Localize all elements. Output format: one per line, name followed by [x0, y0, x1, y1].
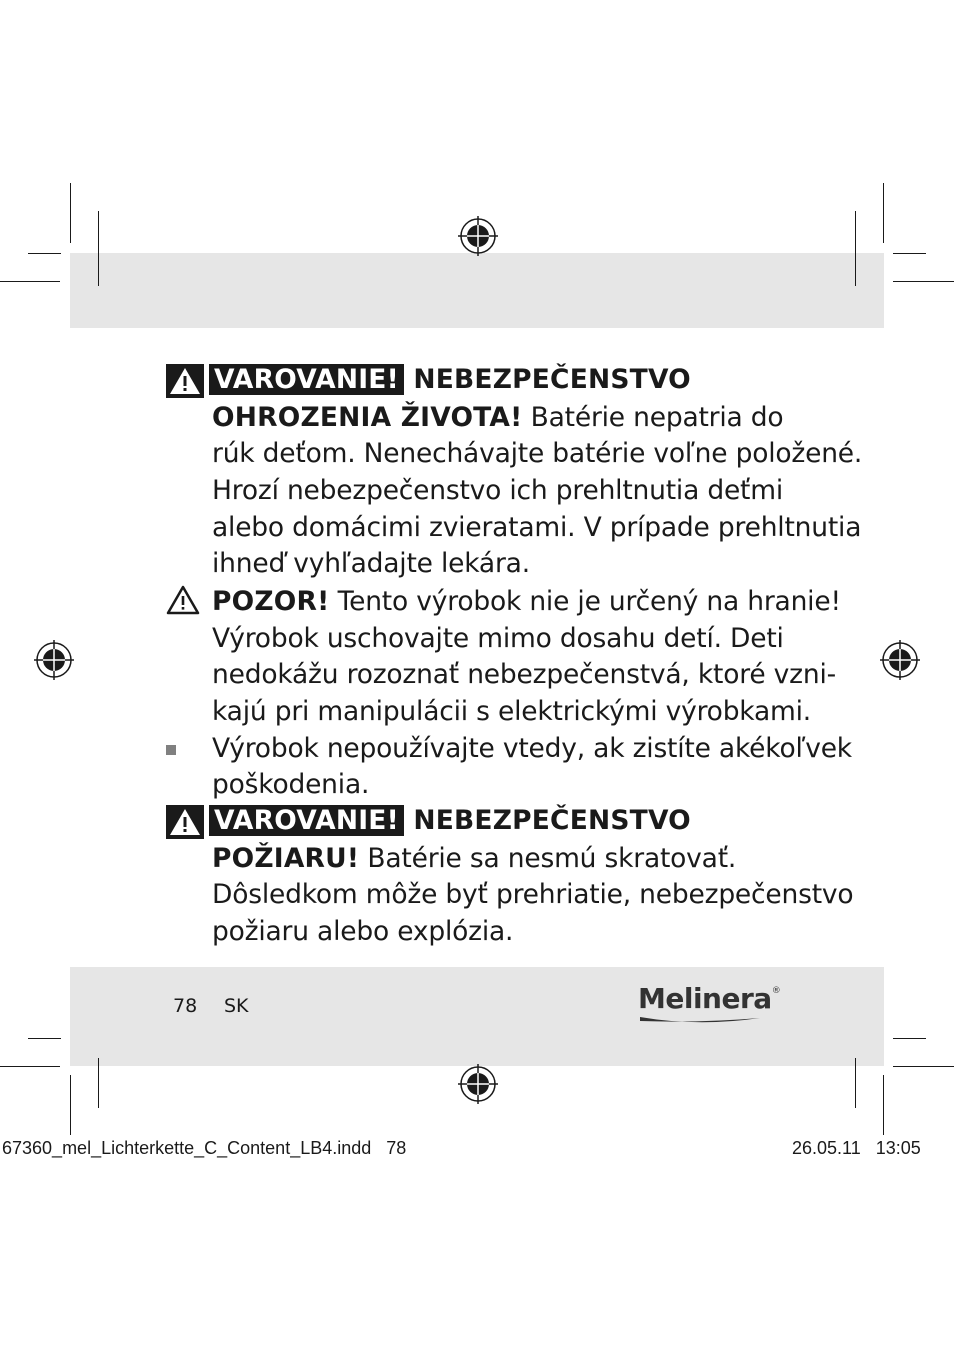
paragraph-line: nedokážu rozoznať nebezpečenstvá, ktoré vzni-: [212, 659, 836, 690]
language-code: SK: [224, 995, 249, 1017]
crop-mark: [855, 211, 856, 286]
crop-mark: [893, 253, 926, 254]
caution-line: [212, 584, 841, 621]
paragraph-line: poškodenia.: [212, 769, 370, 800]
crop-mark: [893, 281, 954, 282]
caution-triangle-icon: [166, 585, 200, 615]
slug-file: [2, 1138, 406, 1159]
slug-page: 78: [386, 1138, 407, 1158]
logo-swoosh-icon: [638, 1015, 762, 1025]
page-number: 78: [173, 995, 198, 1017]
registered-mark: ®: [771, 986, 781, 996]
paragraph-line: Tento výrobok nie je určený na hranie!: [337, 586, 841, 617]
crop-mark: [98, 1058, 99, 1108]
paragraph-line: Batérie sa nesmú skratovať.: [367, 843, 737, 874]
registration-mark-icon: [458, 1064, 498, 1104]
warning-subheading-line: [212, 400, 783, 437]
crop-mark: [98, 211, 99, 286]
paragraph-line: rúk deťom. Nenechávajte batérie voľne položené.: [212, 438, 863, 469]
header-band: [70, 253, 884, 328]
brand-logo: [638, 982, 781, 1015]
warning-heading-2: OHROZENIA ŽIVOTA!: [212, 402, 523, 433]
crop-mark: [28, 1038, 61, 1039]
crop-mark: [70, 183, 71, 243]
slug-timestamp: [792, 1138, 921, 1159]
warning-subheading-line: [212, 841, 736, 878]
paragraph-line: Výrobok nepoužívajte vtedy, ak zistíte akékoľvek: [212, 733, 852, 764]
slug-filename: 67360_mel_Lichterkette_C_Content_LB4.indd: [2, 1138, 372, 1158]
warning-heading-2: POŽIARU!: [212, 843, 360, 874]
crop-mark: [70, 1075, 71, 1135]
paragraph-line: ihneď vyhľadajte lekára.: [212, 548, 530, 579]
crop-mark: [855, 1058, 856, 1108]
warning-heading-line: [212, 362, 691, 399]
caution-label: POZOR!: [212, 586, 330, 617]
registration-mark-icon: [458, 216, 498, 256]
bullet-marker: [166, 745, 176, 755]
slug-date: 26.05.11: [792, 1138, 861, 1158]
paragraph-line: Výrobok uschovajte mimo dosahu detí. Deti: [212, 623, 784, 654]
paragraph-line: Dôsledkom môže byť prehriatie, nebezpečenstvo: [212, 879, 854, 910]
warning-triangle-icon: [166, 364, 204, 398]
warning-tag: VAROVANIE!: [209, 805, 404, 836]
paragraph-line: Hrozí nebezpečenstvo ich prehltnutia deťmi: [212, 475, 784, 506]
crop-mark: [28, 253, 61, 254]
paragraph-line: alebo domácimi zvieratami. V prípade prehltnutia: [212, 512, 862, 543]
paragraph-line: požiaru alebo explózia.: [212, 916, 514, 947]
warning-heading: NEBEZPEČENSTVO: [413, 364, 691, 395]
crop-mark: [893, 1066, 954, 1067]
brand-name: Melinera: [638, 982, 772, 1015]
slug-time: 13:05: [875, 1138, 921, 1158]
crop-mark: [883, 183, 884, 243]
crop-mark: [0, 1066, 60, 1067]
warning-triangle-icon: [166, 805, 204, 839]
warning-heading: NEBEZPEČENSTVO: [413, 805, 691, 836]
registration-mark-icon: [34, 640, 74, 680]
paragraph-line: Batérie nepatria do: [530, 402, 784, 433]
registration-mark-icon: [880, 640, 920, 680]
crop-mark: [883, 1075, 884, 1135]
crop-mark: [0, 281, 60, 282]
warning-tag: VAROVANIE!: [209, 364, 404, 395]
paragraph-line: kajú pri manipulácii s elektrickými výrobkami.: [212, 696, 812, 727]
warning-heading-line: [212, 803, 691, 840]
crop-mark: [893, 1038, 926, 1039]
